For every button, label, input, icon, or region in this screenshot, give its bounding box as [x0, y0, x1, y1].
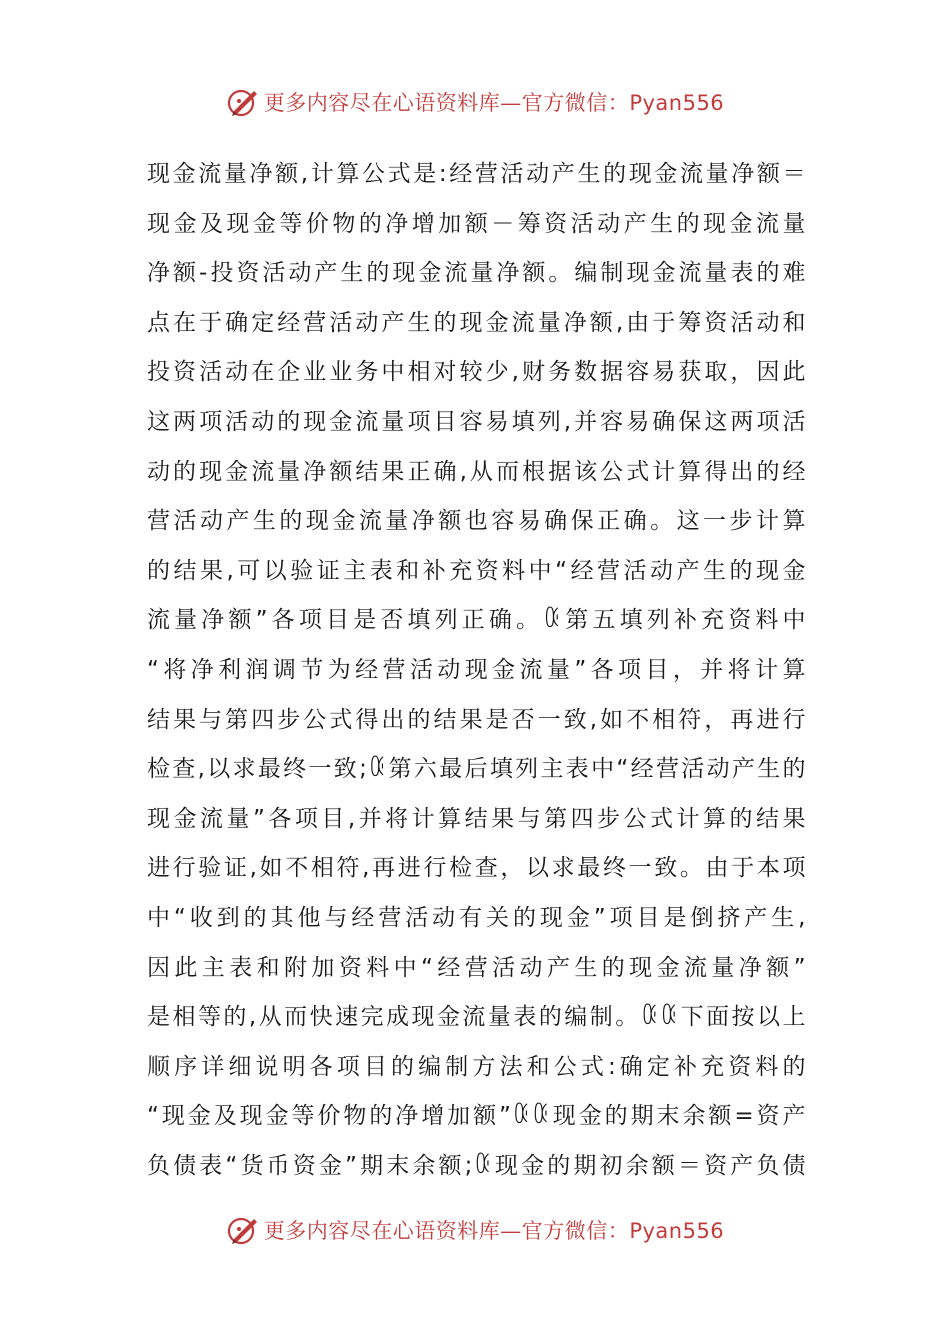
body-line: “将净利润调节为经营活动现金流量”各项目，并将计算: [147, 656, 807, 683]
body-line: 现金流量净额,计算公式是:经营活动产生的现金流量净额＝: [147, 161, 807, 187]
footer-banner: [0, 1210, 950, 1250]
body-line: 点在于确定经营活动产生的现金流量净额,由于筹资活动和: [147, 309, 807, 336]
body-line: 检查,以求最终一致;ꄰ第六最后填列主表中“经营活动产生的: [147, 756, 807, 783]
body-line: 投资活动在企业业务中相对较少,财务数据容易获取，因此: [147, 359, 807, 386]
body-line: 是相等的,从而快速完成现金流量表的编制。ꄰꄰ下面按以上: [147, 1004, 807, 1031]
body-line: 现金流量”各项目,并将计算结果与第四步公式计算的结果: [147, 805, 807, 832]
footer-text: 更多内容尽在心语资料库—官方微信：Pyan556: [263, 1219, 725, 1243]
body-line: 顺序详细说明各项目的编制方法和公式:确定补充资料的: [147, 1053, 807, 1080]
body-line: 营活动产生的现金流量净额也容易确保正确。这一步计算: [147, 508, 807, 535]
body-line: 动的现金流量净额结果正确,从而根据该公式计算得出的经: [147, 458, 807, 485]
body-line: 负债表“货币资金”期末余额;ꄰ现金的期初余额＝资产负债: [147, 1152, 807, 1179]
body-line: 这两项活动的现金流量项目容易填列,并容易确保这两项活: [147, 408, 807, 435]
document-body: [147, 150, 807, 1191]
body-line: 的结果,可以验证主表和补充资料中“经营活动产生的现金: [147, 557, 807, 584]
body-line: 因此主表和附加资料中“经营活动产生的现金流量净额”: [147, 954, 807, 981]
body-line: 结果与第四步公式得出的结果是否一致,如不相符，再进行: [147, 706, 807, 733]
header-handle: Pyan556: [629, 91, 725, 115]
pen-logo-icon: [226, 85, 260, 119]
header-banner: [0, 82, 950, 122]
body-line: 净额-投资活动产生的现金流量净额。编制现金流量表的难: [147, 260, 807, 287]
header-text: 更多内容尽在心语资料库—官方微信：Pyan556: [263, 91, 725, 115]
body-line: “现金及现金等价物的净增加额”ꄰꄰ现金的期末余额=资产: [147, 1103, 807, 1130]
body-line: 中“收到的其他与经营活动有关的现金”项目是倒挤产生,: [147, 904, 807, 931]
body-line: 流量净额”各项目是否填列正确。ꄰ第五填列补充资料中: [147, 607, 807, 634]
body-line: 现金及现金等价物的净增加额－筹资活动产生的现金流量: [147, 210, 807, 237]
pen-logo-icon: [226, 1213, 260, 1247]
footer-handle: Pyan556: [629, 1219, 725, 1243]
body-line: 进行验证,如不相符,再进行检查，以求最终一致。由于本项: [147, 855, 807, 882]
